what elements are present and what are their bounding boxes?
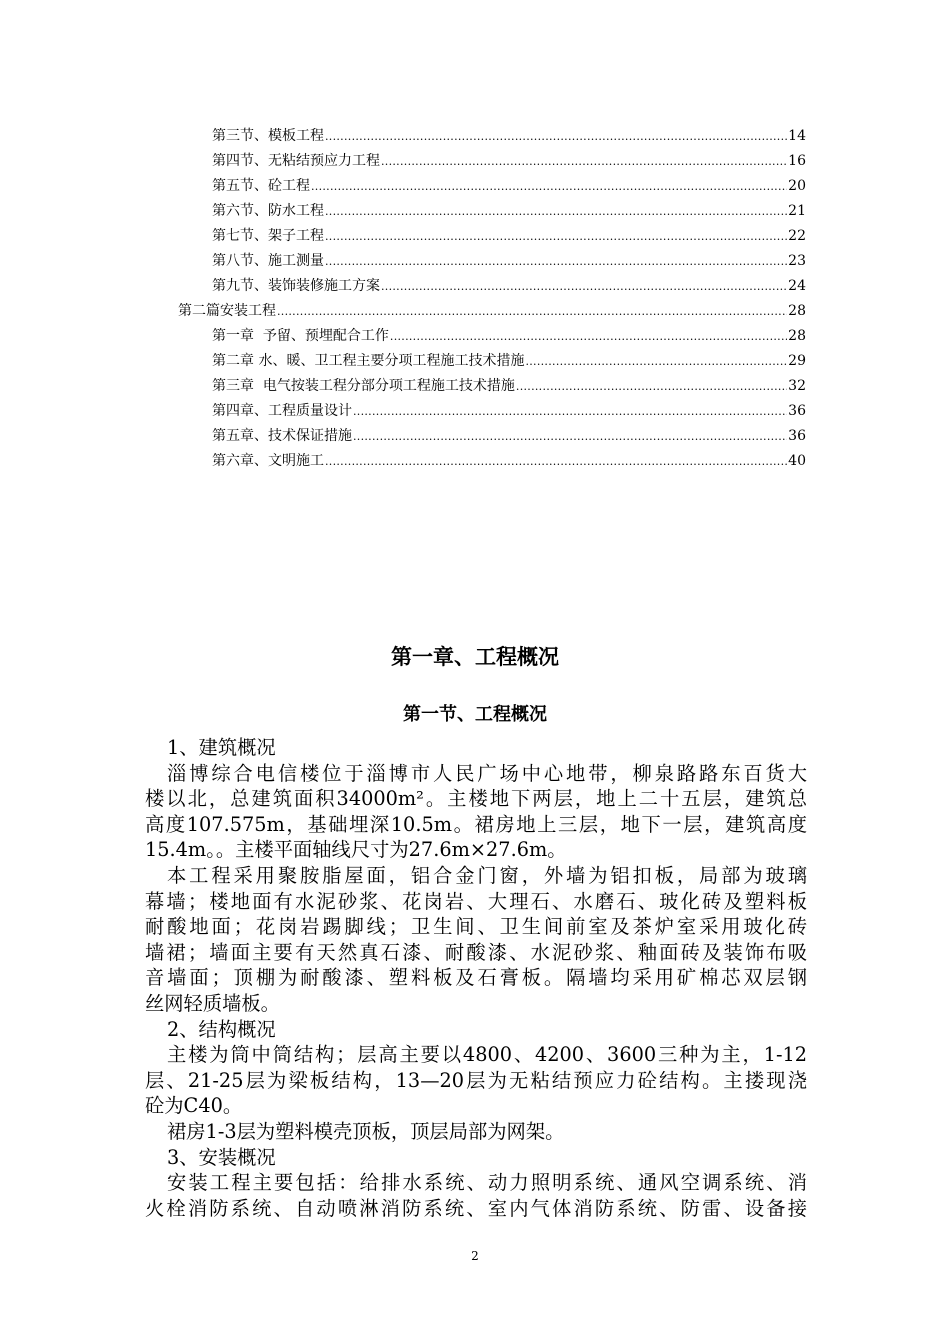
toc-entry-page: 20 xyxy=(788,178,806,194)
body-line: 淄博综合电信楼位于淄博市人民广场中心地带，柳泉路路东百货大 xyxy=(167,761,807,785)
toc-entry-page: 21 xyxy=(788,203,806,219)
toc-leader-dots xyxy=(311,175,787,199)
toc-leader-dots xyxy=(390,325,787,349)
toc-entry-title: 第三节、模板工程 xyxy=(212,128,324,144)
toc-entry-page: 40 xyxy=(788,453,806,469)
toc-entry-title: 第七节、架子工程 xyxy=(212,228,324,244)
toc-leader-dots xyxy=(325,225,787,249)
toc-entry-title: 第四章、工程质量设计 xyxy=(212,403,352,419)
toc-entry-title: 第五章、技术保证措施 xyxy=(212,428,352,444)
section-title: 第一节、工程概况 xyxy=(403,704,547,725)
toc-entry-page: 28 xyxy=(788,328,806,344)
toc-entry-title: 第六节、防水工程 xyxy=(212,203,324,219)
toc-leader-dots xyxy=(381,150,787,174)
toc-entry[interactable] xyxy=(212,399,806,423)
toc-entry[interactable] xyxy=(178,299,806,323)
body-line: 层、21-25层为梁板结构，13—20层为无粘结预应力砼结构。主搂现浇 xyxy=(145,1068,807,1092)
body-line: 15.4m。。主楼平面轴线尺寸为27.6m×27.6m。 xyxy=(145,838,567,862)
toc-entry-page: 24 xyxy=(788,278,806,294)
toc-entry-page: 36 xyxy=(788,403,806,419)
toc-entry[interactable] xyxy=(212,124,806,148)
body-line: 砼为C40。 xyxy=(145,1094,243,1118)
toc-entry[interactable] xyxy=(212,374,806,398)
toc-entry[interactable] xyxy=(212,174,806,198)
body-line: 墙裙；墙面主要有天然真石漆、耐酸漆、水泥砂浆、釉面砖及装饰布吸 xyxy=(145,940,807,964)
body-line: 音墙面；顶棚为耐酸漆、塑料板及石膏板。隔墙均采用矿棉芯双层钢 xyxy=(145,966,807,990)
toc-entry-page: 36 xyxy=(788,428,806,444)
toc-leader-dots xyxy=(353,425,787,449)
toc-entry-page: 28 xyxy=(788,303,806,319)
toc-entry-title: 第九节、装饰装修施工方案 xyxy=(212,278,380,294)
body-line: 楼以北，总建筑面积34000m²。主楼地下两层，地上二十五层，建筑总 xyxy=(145,787,807,811)
body-line: 幕墙；楼地面有水泥砂浆、花岗岩、大理石、水磨石、玻化砖及塑料板 xyxy=(145,889,807,913)
toc-entry-page: 32 xyxy=(788,378,806,394)
toc-entry-title: 第五节、砼工程 xyxy=(212,178,310,194)
toc-entry[interactable] xyxy=(212,249,806,273)
toc-entry-page: 22 xyxy=(788,228,806,244)
toc-entry[interactable] xyxy=(212,274,806,298)
subheading-architecture: 1、建筑概况 xyxy=(167,736,276,759)
body-line: 火栓消防系统、自动喷淋消防系统、室内气体消防系统、防雷、设备接 xyxy=(145,1196,807,1220)
toc-leader-dots xyxy=(325,200,787,224)
toc-entry-page: 23 xyxy=(788,253,806,269)
toc-leader-dots xyxy=(325,450,787,474)
body-line: 高度107.575m，基础埋深10.5m。裙房地上三层，地下一层，建筑高度 xyxy=(145,812,807,836)
body-line: 本工程采用聚胺脂屋面，铝合金门窗，外墙为铝扣板，局部为玻璃 xyxy=(167,863,807,887)
subheading-structure: 2、结构概况 xyxy=(167,1017,276,1041)
body-text xyxy=(145,735,807,1221)
toc-leader-dots xyxy=(381,275,787,299)
toc-entry-page: 29 xyxy=(788,353,806,369)
toc-leader-dots xyxy=(516,375,787,399)
chapter-title: 第一章、工程概况 xyxy=(391,645,559,669)
body-line: 丝网轻质墙板。 xyxy=(145,991,280,1015)
toc-leader-dots xyxy=(353,400,787,424)
toc-entry[interactable] xyxy=(212,449,806,473)
toc-entry-title: 第八节、施工测量 xyxy=(212,253,324,269)
subheading-installation: 3、安装概况 xyxy=(167,1145,276,1169)
toc-leader-dots xyxy=(325,250,787,274)
toc-leader-dots xyxy=(525,350,787,374)
toc-entry-title: 第六章、文明施工 xyxy=(212,453,324,469)
toc-entry[interactable] xyxy=(212,424,806,448)
toc-leader-dots xyxy=(277,300,787,324)
toc-entry[interactable] xyxy=(212,224,806,248)
toc-entry[interactable] xyxy=(212,349,806,373)
body-line: 裙房1-3层为塑料模壳顶板，顶层局部为网架。 xyxy=(167,1119,565,1143)
toc-entry-title: 第二章 水、暖、卫工程主要分项工程施工技术措施 xyxy=(212,353,525,369)
body-line: 耐酸地面；花岗岩踢脚线；卫生间、卫生间前室及茶炉室采用玻化砖 xyxy=(145,915,807,939)
toc-entry-title: 第三章 电气按装工程分部分项工程施工技术措施 xyxy=(212,378,515,394)
toc-entry-title: 第二篇安装工程 xyxy=(178,303,276,319)
toc-entry[interactable] xyxy=(212,199,806,223)
body-line: 主楼为筒中筒结构；层高主要以4800、4200、3600三种为主，1-12 xyxy=(167,1043,807,1067)
toc-entry-page: 14 xyxy=(788,128,806,144)
toc-entry[interactable] xyxy=(212,324,806,348)
toc-leader-dots xyxy=(325,125,787,149)
toc-entry-page: 16 xyxy=(788,153,806,169)
toc-entry[interactable] xyxy=(212,149,806,173)
toc-entry-title: 第四节、无粘结预应力工程 xyxy=(212,153,380,169)
body-line: 安装工程主要包括：给排水系统、动力照明系统、通风空调系统、消 xyxy=(167,1171,807,1195)
toc-entry-title: 第一章 予留、预埋配合工作 xyxy=(212,328,389,344)
page-number: 2 xyxy=(471,1249,479,1263)
